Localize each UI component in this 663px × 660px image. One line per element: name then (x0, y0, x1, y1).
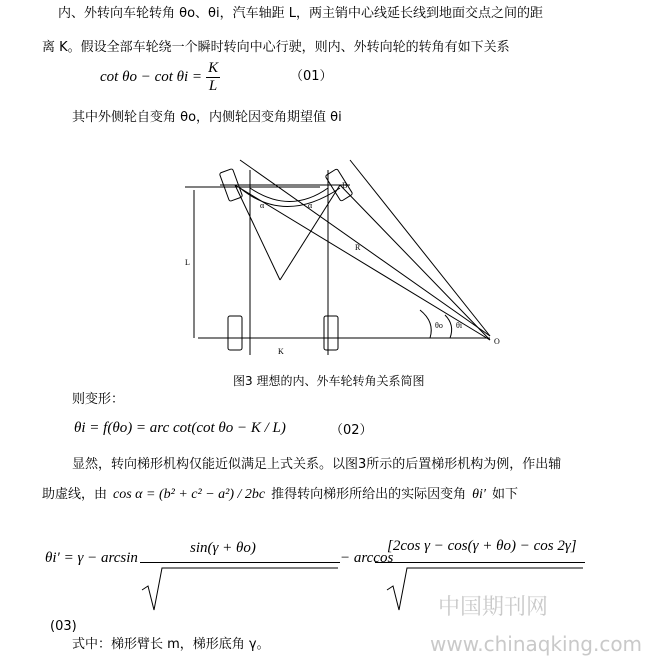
equation-03-minus-arccos: − arccos (340, 550, 394, 566)
theta-i-prime-symbol: θi′ (472, 487, 486, 502)
paragraph-4-text-b: 推得转向梯形所给出的实际因变角 (271, 487, 467, 502)
watermark-url: www.chinaqking.com (430, 632, 643, 656)
label-theta-o: θo (435, 321, 443, 330)
equation-03-tag: (03) (50, 619, 77, 634)
paragraph-4-text-a: 助虚线，由 (42, 487, 108, 502)
equation-01-lhs: cot θo − cot θi = (100, 69, 203, 85)
paragraph-2: 其中外侧轮自变角 θo，内侧轮因变角期望值 θi (72, 110, 342, 125)
equation-01-denominator: L (208, 78, 218, 94)
equation-01-numerator: K (208, 60, 219, 76)
equation-02-tag: （02） (330, 423, 373, 438)
sqrt-denominator-1 (140, 564, 340, 612)
equation-01-tag: （01） (290, 69, 333, 84)
figure-caption: 图3 理想的内、外车轮转角关系简图 (233, 374, 425, 388)
label-K: K (278, 347, 284, 356)
paragraph-1-line-2: 离 K。假设全部车轮绕一个瞬时转向中心行驶，则内、外转向轮的转角有如下关系 (42, 40, 510, 55)
steering-geometry-figure (180, 140, 510, 365)
label-O: O (494, 337, 500, 346)
paragraph-5: 式中：梯形臂长 m，梯形底角 γ。 (72, 637, 270, 652)
label-alpha-2: α (308, 201, 313, 210)
label-L: L (185, 258, 190, 267)
label-theta-i: θi (456, 321, 463, 330)
paragraph-3: 则变形： (72, 392, 125, 407)
watermark-chinese: 中国期刊网 (438, 595, 549, 620)
equation-01 (100, 60, 220, 95)
fraction-bar-1 (140, 562, 340, 563)
equation-01-fraction (206, 60, 220, 95)
paragraph-4-line-1: 显然，转向梯形机构仅能近似满足上式关系。以图3所示的后置梯形机构为例，作出辅 (72, 457, 562, 472)
equation-03-lhs: θi′ = γ − arcsin (45, 550, 138, 566)
equation-03-numerator-1: sin(γ + θo) (190, 540, 256, 556)
label-R: R (355, 243, 361, 252)
paragraph-4-text-c: 如下 (491, 487, 518, 502)
paragraph-4-line-2 (42, 487, 518, 503)
equation-02: θi = f(θo) = arc cot(cot θo − K / L) (74, 420, 286, 436)
paragraph-1-line-1: 内、外转向车轮转角 θo、θi，汽车轴距 L，两主销中心线延长线到地面交点之间的距 (58, 6, 543, 21)
cosine-law-expression: cos α = (b² + c² − a²) / 2bc (113, 487, 266, 502)
label-B: B (342, 181, 348, 190)
fraction-bar-2 (375, 562, 585, 563)
equation-03-numerator-2: [2cos γ − cos(γ + θo) − cos 2γ] (387, 538, 577, 554)
label-alpha-1: α (260, 201, 265, 210)
